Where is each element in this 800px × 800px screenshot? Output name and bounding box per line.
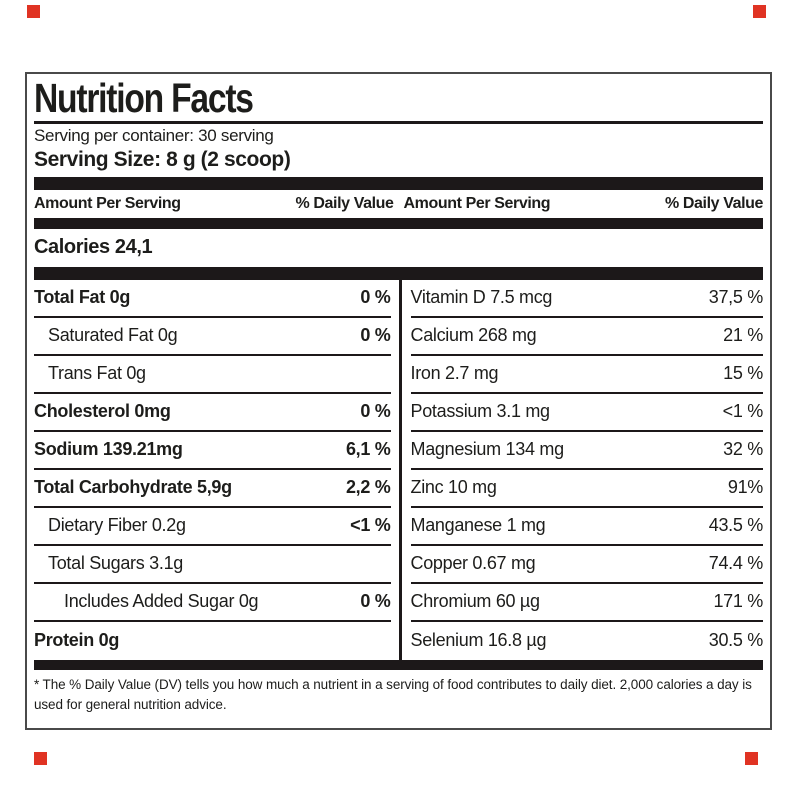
nutrient-name: Cholesterol 0mg [34, 401, 171, 422]
nutrient-daily-value: 0 % [360, 325, 391, 346]
daily-value-header-right: % Daily Value [665, 194, 763, 212]
column-header-right [394, 195, 764, 213]
serving-per-container: Serving per container: 30 serving [34, 126, 274, 145]
amount-per-serving-header-left: Amount Per Serving [34, 194, 181, 212]
nutrient-daily-value: 0 % [360, 401, 391, 422]
nutrient-row [411, 546, 764, 584]
nutrient-name: Total Fat 0g [34, 287, 131, 308]
corner-marker-bottom-left [34, 752, 47, 765]
nutrient-daily-value: 43.5 % [708, 515, 763, 536]
nutrient-daily-value: 0 % [360, 287, 391, 308]
nutrient-name: Sodium 139.21mg [34, 439, 183, 460]
nutrient-daily-value: <1 % [722, 401, 763, 422]
daily-value-footnote: * The % Daily Value (DV) tells you how much a nutrient in a serving of food contributes to daily diet. 2,000 calories a day is used for general nutrition advice. [34, 676, 752, 712]
nutrient-row [411, 470, 764, 508]
thick-rule-under-headers [34, 218, 763, 229]
corner-marker-top-right [753, 5, 766, 18]
nutrient-name: Saturated Fat 0g [48, 325, 178, 346]
nutrient-daily-value: 74.4 % [708, 553, 763, 574]
nutrient-row [34, 546, 391, 584]
nutrient-row [34, 508, 391, 546]
nutrient-name: Total Carbohydrate 5,9g [34, 477, 232, 498]
nutrient-name: Dietary Fiber 0.2g [48, 515, 186, 536]
corner-marker-top-left [27, 5, 40, 18]
thick-rule-top [34, 177, 763, 190]
label-title: Nutrition Facts [34, 75, 253, 121]
nutrient-name: Selenium 16.8 µg [410, 630, 547, 651]
nutrient-name: Trans Fat 0g [48, 363, 146, 384]
nutrient-name: Total Sugars 3.1g [48, 553, 183, 574]
nutrient-row [34, 432, 391, 470]
nutrition-facts-label [25, 72, 772, 730]
calories-row: Calories 24,1 [34, 235, 153, 258]
nutrient-daily-value: 21 % [723, 325, 763, 346]
nutrient-row [34, 470, 391, 508]
nutrient-name: Zinc 10 mg [410, 477, 497, 498]
nutrients-table [34, 280, 763, 660]
nutrient-row [34, 584, 391, 622]
nutrient-name: Protein 0g [34, 630, 120, 651]
nutrient-name: Potassium 3.1 mg [410, 401, 550, 422]
thick-rule-under-calories [34, 267, 763, 280]
nutrient-daily-value: <1 % [350, 515, 391, 536]
nutrient-daily-value: 32 % [723, 439, 763, 460]
nutrient-row [411, 280, 764, 318]
nutrient-row [34, 356, 391, 394]
amount-per-serving-header-right: Amount Per Serving [403, 194, 551, 212]
nutrient-name: Calcium 268 mg [410, 325, 537, 346]
nutrient-name: Chromium 60 µg [410, 591, 540, 612]
nutrient-name: Iron 2.7 mg [410, 363, 499, 384]
corner-marker-bottom-right [745, 752, 758, 765]
nutrient-row [411, 508, 764, 546]
nutrient-daily-value: 15 % [723, 363, 763, 384]
nutrient-name: Copper 0.67 mg [410, 553, 536, 574]
nutrient-row [411, 318, 764, 356]
nutrient-row [411, 394, 764, 432]
nutrient-row [34, 394, 391, 432]
nutrient-row [411, 356, 764, 394]
column-header-left [34, 195, 394, 213]
nutrient-name: Includes Added Sugar 0g [64, 591, 259, 612]
daily-value-header-left: % Daily Value [295, 194, 394, 212]
nutrients-column-right [399, 280, 764, 660]
serving-size: Serving Size: 8 g (2 scoop) [34, 147, 291, 171]
nutrient-row [411, 432, 764, 470]
nutrient-row [411, 622, 764, 660]
nutrient-daily-value: 2,2 % [345, 477, 391, 498]
nutrient-daily-value: 6,1 % [345, 439, 391, 460]
nutrient-daily-value: 0 % [360, 591, 391, 612]
nutrient-name: Vitamin D 7.5 mcg [410, 287, 553, 308]
nutrient-daily-value: 30.5 % [708, 630, 763, 651]
nutrient-daily-value: 91% [727, 477, 763, 498]
nutrient-name: Manganese 1 mg [410, 515, 546, 536]
nutrient-daily-value: 37,5 % [708, 287, 763, 308]
nutrient-row [411, 584, 764, 622]
nutrient-daily-value: 171 % [713, 591, 763, 612]
column-headers-row [34, 190, 763, 218]
nutrients-column-left [34, 280, 399, 660]
thick-rule-above-footnote [34, 660, 763, 670]
nutrient-row [34, 280, 391, 318]
nutrient-row [34, 318, 391, 356]
nutrient-row [34, 622, 391, 660]
nutrient-name: Magnesium 134 mg [410, 439, 564, 460]
